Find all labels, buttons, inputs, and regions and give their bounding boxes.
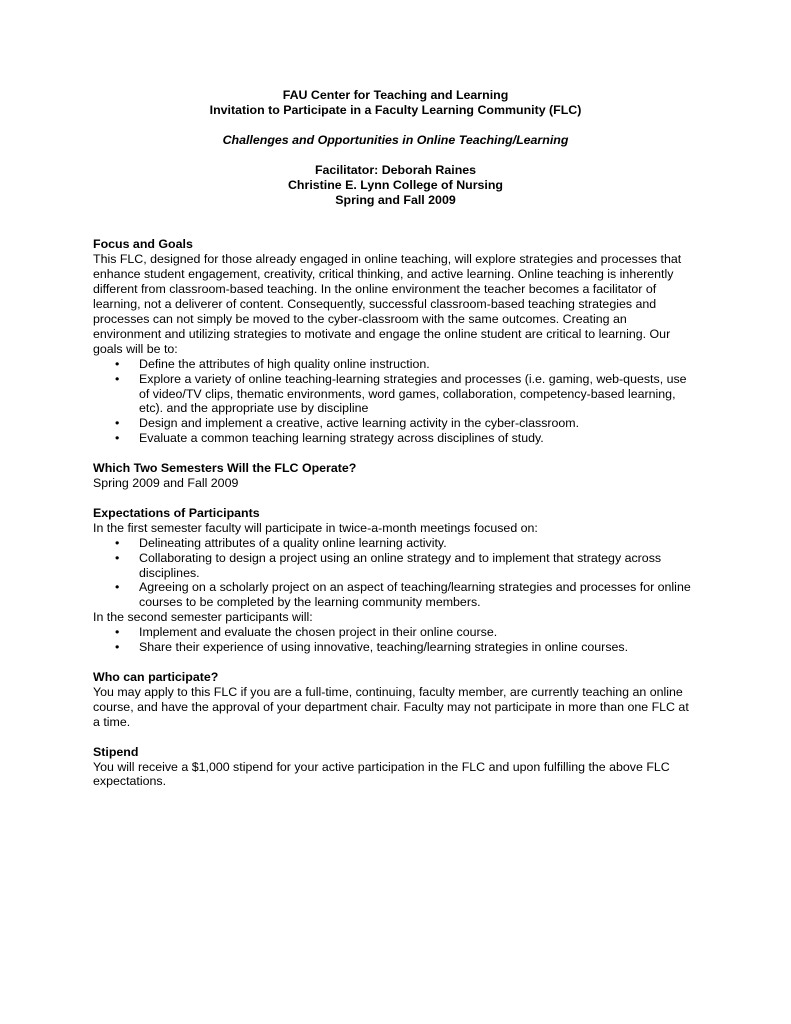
stipend-section — [93, 745, 698, 790]
bullet-icon: • — [115, 625, 120, 640]
focus-section — [93, 237, 698, 446]
bullet-icon: • — [115, 535, 120, 550]
stipend-body: You will receive a $1,000 stipend for your active participation in the FLC and upon fulfilling the above FLC expectations. — [93, 759, 670, 789]
list-item: • Design and implement a creative, active learning activity in the cyber-classroom. — [115, 416, 580, 431]
list-item: • Agreeing on a scholarly project on an aspect of teaching/learning strategies and processes for online courses to be completed by the learning community members. — [115, 580, 691, 610]
participate-heading: Who can participate? — [93, 670, 219, 684]
list-item: • Define the attributes of high quality online instruction. — [115, 356, 430, 371]
expectations-heading: Expectations of Participants — [93, 505, 260, 520]
bullet-icon: • — [115, 640, 120, 655]
participate-section — [93, 670, 698, 730]
semesters-body: Spring 2009 and Fall 2009 — [93, 476, 239, 491]
second-semester-list — [93, 625, 698, 655]
focus-body: This FLC, designed for those already engaged in online teaching, will explore strategies and processes that enhance student engagement, creativity, critical thinking, and active learning. Online teaching is inherently different from classroom-based teaching. In the online environment the teacher becomes a facilitator of learning, not a deliverer of content. Consequently, successful classroom-based teaching strategies and processes can not simply be moved to the cyber-classroom with the same outcomes. Creating an environment and utilizing strategies to motivate and engage the online student are critical to learning. Our goals will be to: — [93, 252, 682, 356]
list-item: • Share their experience of using innovative, teaching/learning strategies in online courses. — [115, 640, 629, 655]
focus-heading: Focus and Goals — [93, 237, 193, 252]
document-page — [93, 88, 698, 789]
list-item: • Implement and evaluate the chosen project in their online course. — [115, 625, 498, 640]
list-item: • Evaluate a common teaching learning strategy across disciplines of study. — [115, 431, 544, 446]
bullet-icon: • — [115, 550, 120, 565]
bullet-icon: • — [115, 371, 120, 386]
college-line: Christine E. Lynn College of Nursing — [287, 177, 503, 192]
document-subtitle: Challenges and Opportunities in Online Teaching/Learning — [222, 132, 569, 147]
header-line-1: FAU Center for Teaching and Learning — [282, 88, 509, 102]
goals-list — [93, 357, 698, 446]
bullet-icon: • — [115, 356, 120, 371]
facilitator-line: Facilitator: Deborah Raines — [314, 162, 477, 177]
stipend-heading: Stipend — [93, 744, 139, 759]
first-semester-list — [93, 536, 698, 611]
bullet-icon: • — [115, 416, 120, 431]
participate-body: You may apply to this FLC if you are a full-time, continuing, faculty member, are currently teaching an online course, and have the approval of your department chair. Faculty may not participate in more than one FLC at a time. — [93, 684, 689, 729]
semesters-section — [93, 461, 698, 491]
header-line-2: Invitation to Participate in a Faculty Learning Community (FLC) — [209, 102, 582, 117]
expectations-section — [93, 506, 698, 655]
list-item: • Explore a variety of online teaching-learning strategies and processes (i.e. gaming, web-quests, use of video/TV clips, thematic environments, word games, collaboration, competency-based learning, etc). and the appropriate use by discipline — [115, 371, 687, 416]
term-line: Spring and Fall 2009 — [335, 192, 456, 207]
bullet-icon: • — [115, 580, 120, 595]
bullet-icon: • — [115, 431, 120, 446]
semesters-heading: Which Two Semesters Will the FLC Operate? — [93, 461, 357, 476]
expectations-intro-2: In the second semester participants will: — [93, 610, 313, 625]
expectations-intro-1: In the first semester faculty will participate in twice-a-month meetings focused on: — [93, 520, 538, 535]
list-item: • Collaborating to design a project using an online strategy and to implement that strategy across disciplines. — [115, 550, 662, 580]
list-item: • Delineating attributes of a quality online learning activity. — [115, 535, 447, 550]
